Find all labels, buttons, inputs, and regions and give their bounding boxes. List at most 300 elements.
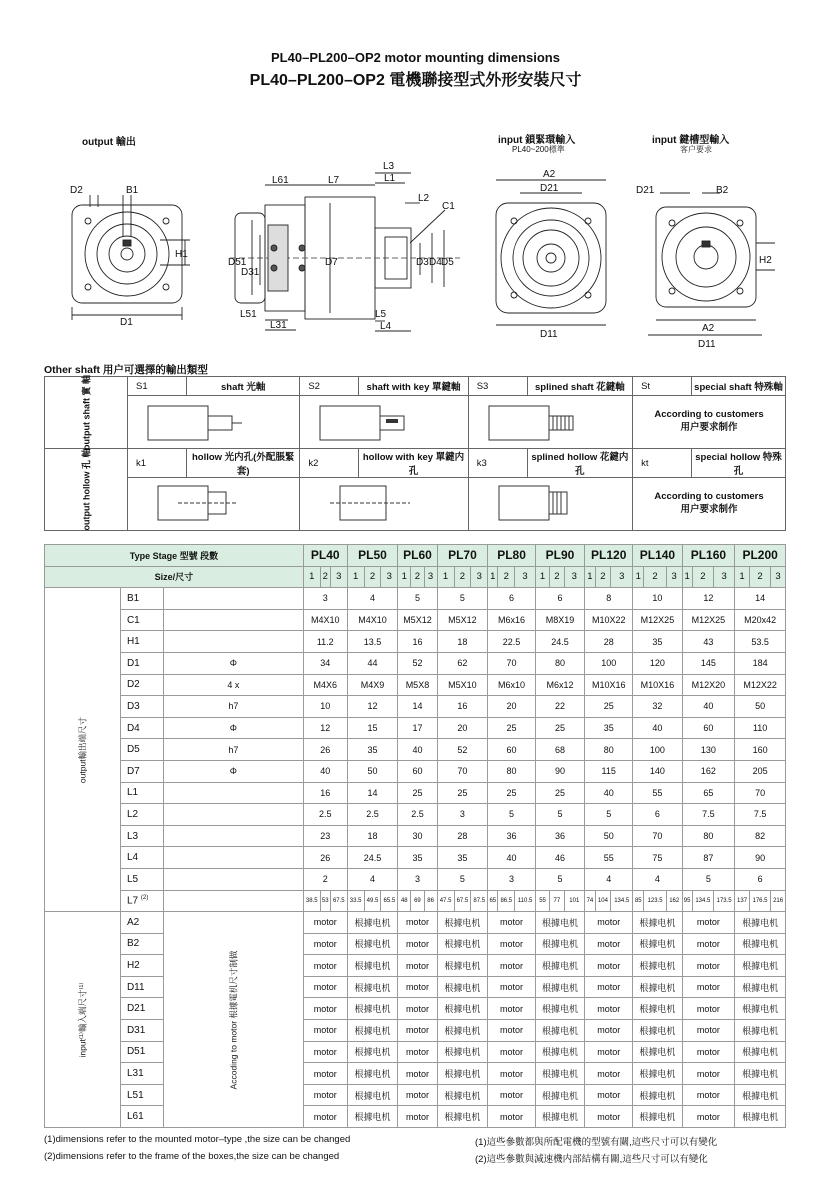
input-value: 根據电机 <box>735 955 786 977</box>
dimension-value: 5 <box>535 868 584 890</box>
input-value: 根據电机 <box>633 1063 682 1085</box>
dimension-value: 3 <box>303 588 347 610</box>
dimension-name: D1 <box>120 652 163 674</box>
input1-front-view <box>496 180 606 325</box>
input-value: 根據电机 <box>347 1041 398 1063</box>
input-value: motor <box>585 998 633 1020</box>
input-value: motor <box>303 933 347 955</box>
stage-header: 1 <box>585 566 596 588</box>
input-value: motor <box>488 1020 536 1042</box>
dimension-value: 17 <box>398 717 437 739</box>
l7-value: 176.5 <box>749 890 770 912</box>
dimension-value: 80 <box>488 760 536 782</box>
dimension-value: 6 <box>488 588 536 610</box>
svg-text:H2: H2 <box>759 255 772 266</box>
input-value: motor <box>398 912 437 934</box>
l7-value: 162 <box>666 890 682 912</box>
dimension-name: B2 <box>120 933 163 955</box>
hollow-code: k2 <box>300 449 359 478</box>
dimension-symbol: h7 <box>163 696 303 718</box>
dimension-value: 46 <box>535 847 584 869</box>
input-value: motor <box>585 1020 633 1042</box>
dimension-name: L3 <box>120 825 163 847</box>
shaft-name: splined shaft 花鍵軸 <box>527 377 632 396</box>
dimension-name: D3 <box>120 696 163 718</box>
svg-text:L5: L5 <box>375 309 387 320</box>
dimension-value: M4X10 <box>347 609 398 631</box>
input2-view-sublabel: 客户要求 <box>680 145 712 154</box>
stage-header: 2 <box>320 566 330 588</box>
dimension-value: 40 <box>488 847 536 869</box>
input-value: 根據电机 <box>535 1020 584 1042</box>
footnote-zh-1: (1)這些參數都與所配電機的型號有關,這些尺寸可以有變化 <box>475 1137 718 1148</box>
dimension-name: L31 <box>120 1063 163 1085</box>
input-note: Accoding to motor 根據電机尺寸制做 <box>163 912 303 1128</box>
stage-header: 2 <box>692 566 713 588</box>
input1-view-sublabel: PL40~200標準 <box>512 145 565 154</box>
dimension-value: 25 <box>488 782 536 804</box>
dimension-value: 90 <box>535 760 584 782</box>
input-value: motor <box>398 1106 437 1128</box>
dimension-value: 12 <box>303 717 347 739</box>
dimension-value: M10X16 <box>633 674 682 696</box>
svg-text:D7: D7 <box>325 257 338 268</box>
input-value: motor <box>488 1106 536 1128</box>
l7-value: 86 <box>424 890 437 912</box>
l7-value: 74 <box>585 890 596 912</box>
input-value: motor <box>585 1106 633 1128</box>
stage-header: 3 <box>611 566 633 588</box>
dimension-value: 28 <box>437 825 488 847</box>
input-value: 根據电机 <box>535 1084 584 1106</box>
input-value: motor <box>398 1084 437 1106</box>
dimension-value: 32 <box>633 696 682 718</box>
dimension-value: 6 <box>735 868 786 890</box>
l7-value: 69 <box>411 890 424 912</box>
output-front-view <box>72 195 190 320</box>
input-value: 根據电机 <box>535 998 584 1020</box>
input-value: motor <box>303 955 347 977</box>
dimension-name: D2 <box>120 674 163 696</box>
dimension-value: 65 <box>682 782 735 804</box>
dimension-value: 35 <box>633 631 682 653</box>
dimension-value: 70 <box>488 652 536 674</box>
input-value: motor <box>682 1084 735 1106</box>
stage-header: 3 <box>330 566 347 588</box>
svg-text:D5: D5 <box>441 257 454 268</box>
dimension-value: 162 <box>682 760 735 782</box>
input-value: 根據电机 <box>437 1084 488 1106</box>
l7-value: 67.5 <box>330 890 347 912</box>
svg-text:B1: B1 <box>126 185 139 196</box>
dimension-value: 22 <box>535 696 584 718</box>
input-value: motor <box>488 912 536 934</box>
input-value: 根據电机 <box>735 1041 786 1063</box>
dimension-value: 8 <box>585 588 633 610</box>
dimension-value: 16 <box>303 782 347 804</box>
hollow-code: k3 <box>468 449 527 478</box>
dimension-value: M5X8 <box>398 674 437 696</box>
dimension-value: M10X16 <box>585 674 633 696</box>
dimension-value: 5 <box>535 804 584 826</box>
dimension-value: M6x16 <box>488 609 536 631</box>
title-chinese: PL40–PL200–OP2 電機聯接型式外形安裝尺寸 <box>249 72 582 89</box>
dimension-name: D4 <box>120 717 163 739</box>
l7-value: 134.5 <box>692 890 713 912</box>
input-value: motor <box>488 1084 536 1106</box>
dimension-value: 40 <box>633 717 682 739</box>
input-value: 根據电机 <box>633 955 682 977</box>
dimension-name: H1 <box>120 631 163 653</box>
dimension-symbol: Φ <box>163 717 303 739</box>
input-value: motor <box>682 955 735 977</box>
keyed-shaft-drawing <box>300 398 420 444</box>
l7-value: 85 <box>633 890 644 912</box>
input-value: motor <box>488 1041 536 1063</box>
input-value: 根據电机 <box>535 955 584 977</box>
input-value: motor <box>398 933 437 955</box>
input-value: motor <box>682 933 735 955</box>
input-value: 根據电机 <box>735 933 786 955</box>
dimension-symbol: 4 x <box>163 674 303 696</box>
dimension-name: L61 <box>120 1106 163 1128</box>
input1-view-label: input 鎖緊環輸入 <box>498 135 576 146</box>
dimension-value: 30 <box>398 825 437 847</box>
model-header: PL50 <box>347 545 398 567</box>
dimension-value: 100 <box>585 652 633 674</box>
input-value: 根據电机 <box>735 998 786 1020</box>
input-value: motor <box>585 1084 633 1106</box>
title-english: PL40–PL200–OP2 motor mounting dimensions <box>271 50 560 65</box>
dimension-value: 18 <box>347 825 398 847</box>
shaft-code: S1 <box>127 377 186 396</box>
dimension-value: 100 <box>633 739 682 761</box>
dimension-value: 3 <box>398 868 437 890</box>
dimension-value: 7.5 <box>735 804 786 826</box>
dimension-value: 28 <box>585 631 633 653</box>
svg-text:C1: C1 <box>442 201 455 212</box>
input-value: motor <box>488 1063 536 1085</box>
output-view-label: output 輸出 <box>82 137 136 148</box>
input-value: 根據电机 <box>633 998 682 1020</box>
stage-header: 3 <box>381 566 398 588</box>
dimension-value: 12 <box>682 588 735 610</box>
model-header: PL120 <box>585 545 633 567</box>
dimension-value: 4 <box>347 588 398 610</box>
dimension-value: 14 <box>347 782 398 804</box>
svg-text:L61: L61 <box>272 175 289 186</box>
dimension-value: 3 <box>488 868 536 890</box>
dimension-value: 82 <box>735 825 786 847</box>
svg-text:D2: D2 <box>70 185 83 196</box>
dimension-value: 35 <box>398 847 437 869</box>
input-value: 根據电机 <box>347 933 398 955</box>
dimension-value: 70 <box>735 782 786 804</box>
dimension-value: 24.5 <box>535 631 584 653</box>
input-value: 根據电机 <box>437 933 488 955</box>
dimension-table <box>44 544 786 1128</box>
input-value: 根據电机 <box>347 998 398 1020</box>
input-value: motor <box>585 1041 633 1063</box>
stage-header: 3 <box>771 566 786 588</box>
input-value: motor <box>303 1106 347 1128</box>
stage-header: 2 <box>644 566 667 588</box>
hollow-name: special hollow 特殊孔 <box>692 449 786 478</box>
dimension-value: 16 <box>398 631 437 653</box>
shaft-code: S3 <box>468 377 527 396</box>
input-value: 根據电机 <box>535 976 584 998</box>
dimension-symbol: Φ <box>163 652 303 674</box>
dimension-value: 80 <box>585 739 633 761</box>
dimension-name: L7 $^{(2)}$ <box>120 890 163 912</box>
l7-value: 48 <box>398 890 411 912</box>
dimension-value: 4 <box>633 868 682 890</box>
stage-header: 1 <box>735 566 750 588</box>
svg-text:D21: D21 <box>636 185 655 196</box>
dimension-symbol <box>163 847 303 869</box>
dimension-name: D7 <box>120 760 163 782</box>
svg-text:L31: L31 <box>270 320 287 331</box>
input-value: 根據电机 <box>437 1106 488 1128</box>
input-value: 根據电机 <box>437 1041 488 1063</box>
dimension-name: D31 <box>120 1020 163 1042</box>
svg-text:D31: D31 <box>241 267 260 278</box>
dimension-value: 35 <box>437 847 488 869</box>
shaft-code: S2 <box>300 377 359 396</box>
dimension-value: M10X22 <box>585 609 633 631</box>
dimension-value: M5X12 <box>398 609 437 631</box>
footnote-marker: (2) <box>140 895 149 902</box>
input-value: 根據电机 <box>347 1084 398 1106</box>
dimension-value: 50 <box>585 825 633 847</box>
l7-value: 104 <box>595 890 610 912</box>
dimension-value: 43 <box>682 631 735 653</box>
input-value: 根據电机 <box>437 1063 488 1085</box>
dimension-value: 90 <box>735 847 786 869</box>
input-value: motor <box>488 998 536 1020</box>
dimension-value: 140 <box>633 760 682 782</box>
dimension-value: 68 <box>535 739 584 761</box>
dimension-value: 205 <box>735 760 786 782</box>
dimension-symbol: Φ <box>163 760 303 782</box>
svg-text:L2: L2 <box>418 193 430 204</box>
l7-value: 67.5 <box>454 890 471 912</box>
svg-text:H1: H1 <box>175 249 188 260</box>
input-value: motor <box>398 998 437 1020</box>
stage-header: 2 <box>498 566 515 588</box>
shaft-name: shaft with key 單鍵軸 <box>359 377 468 396</box>
dimension-symbol <box>163 804 303 826</box>
dimension-value: M5X12 <box>437 609 488 631</box>
input-value: 根據电机 <box>347 1020 398 1042</box>
stage-header: 2 <box>454 566 471 588</box>
model-header: PL90 <box>535 545 584 567</box>
dimension-value: 60 <box>398 760 437 782</box>
dimension-value: 36 <box>535 825 584 847</box>
svg-text:L7: L7 <box>328 175 340 186</box>
input-value: motor <box>303 1020 347 1042</box>
input-value: 根據电机 <box>347 976 398 998</box>
stage-header: 1 <box>437 566 454 588</box>
input-value: 根據电机 <box>735 1020 786 1042</box>
svg-text:D11: D11 <box>540 329 558 340</box>
dimension-value: 120 <box>633 652 682 674</box>
l7-value: 33.5 <box>347 890 364 912</box>
dimension-value: 25 <box>535 717 584 739</box>
hollow-code: k1 <box>127 449 186 478</box>
dimension-symbol <box>163 631 303 653</box>
hollow-illustration <box>468 478 632 531</box>
splined-hollow-drawing <box>469 480 589 526</box>
dimension-value: 20 <box>437 717 488 739</box>
input-value: 根據电机 <box>347 1063 398 1085</box>
dimension-symbol <box>163 782 303 804</box>
dimension-value: 25 <box>488 717 536 739</box>
dimension-value: 2.5 <box>347 804 398 826</box>
drawings-svg <box>40 125 800 360</box>
stage-header: 1 <box>398 566 411 588</box>
dimension-value: 3 <box>437 804 488 826</box>
input-value: 根據电机 <box>347 1106 398 1128</box>
input-value: motor <box>398 1063 437 1085</box>
stage-header: 1 <box>347 566 364 588</box>
dimension-value: 26 <box>303 847 347 869</box>
input-value: 根據电机 <box>633 912 682 934</box>
shaft-name: shaft 光軸 <box>186 377 299 396</box>
input-value: motor <box>303 912 347 934</box>
dimension-value: 55 <box>585 847 633 869</box>
dimension-value: 62 <box>437 652 488 674</box>
input-value: 根據电机 <box>633 1041 682 1063</box>
dimension-value: 13.5 <box>347 631 398 653</box>
svg-text:D51: D51 <box>228 257 247 268</box>
dimension-value: 160 <box>735 739 786 761</box>
input-value: motor <box>398 955 437 977</box>
dimension-value: 60 <box>488 739 536 761</box>
l7-value: 77 <box>550 890 564 912</box>
dimension-value: 5 <box>437 588 488 610</box>
input-value: 根據电机 <box>347 955 398 977</box>
footnote-en-1: (1)dimensions refer to the mounted motor–type ,the size can be changed <box>44 1134 351 1145</box>
dimension-name: D51 <box>120 1041 163 1063</box>
corner-type-stage: Type Stage 型號 段數 <box>129 550 219 561</box>
input-value: motor <box>303 1084 347 1106</box>
model-header: PL200 <box>735 545 786 567</box>
stage-header: 3 <box>515 566 536 588</box>
input-value: motor <box>398 976 437 998</box>
dimension-value: 6 <box>633 804 682 826</box>
input-value: 根據电机 <box>437 998 488 1020</box>
input-value: 根據电机 <box>735 1063 786 1085</box>
dimension-value: 115 <box>585 760 633 782</box>
svg-text:D1: D1 <box>120 317 133 328</box>
dimension-value: 15 <box>347 717 398 739</box>
stage-header: 2 <box>550 566 564 588</box>
dimension-value: 10 <box>633 588 682 610</box>
input-value: 根據电机 <box>633 933 682 955</box>
dimension-value: 50 <box>347 760 398 782</box>
dimension-value: 22.5 <box>488 631 536 653</box>
model-header: PL40 <box>303 545 347 567</box>
technical-drawings <box>40 125 800 360</box>
input-value: 根據电机 <box>347 912 398 934</box>
dimension-value: 16 <box>437 696 488 718</box>
dimension-value: 5 <box>398 588 437 610</box>
svg-text:L51: L51 <box>240 309 257 320</box>
l7-value: 123.5 <box>644 890 667 912</box>
input-value: 根據电机 <box>735 912 786 934</box>
dimension-value: 6 <box>535 588 584 610</box>
hollow-code: kt <box>633 449 692 478</box>
model-header: PL160 <box>682 545 735 567</box>
dimension-symbol <box>163 609 303 631</box>
dimension-value: 5 <box>488 804 536 826</box>
input-value: motor <box>488 976 536 998</box>
shaft-illustration <box>127 396 299 449</box>
dimension-value: 7.5 <box>682 804 735 826</box>
l7-value: 110.5 <box>515 890 536 912</box>
other-shaft-table <box>44 376 786 531</box>
svg-text:A2: A2 <box>702 323 715 334</box>
stage-header: 2 <box>749 566 770 588</box>
input-value: motor <box>398 1020 437 1042</box>
splined-shaft-drawing <box>469 398 589 444</box>
hollow-name: hollow 光内孔(外配脹緊套) <box>186 449 299 478</box>
model-header: PL80 <box>488 545 536 567</box>
dimension-value: M8X19 <box>535 609 584 631</box>
dimension-value: M6x10 <box>488 674 536 696</box>
dimension-value: 34 <box>303 652 347 674</box>
input-value: motor <box>585 1063 633 1085</box>
shaft-illustration <box>300 396 468 449</box>
l7-value: 53 <box>320 890 330 912</box>
dimension-value: 53.5 <box>735 631 786 653</box>
dimension-value: 52 <box>398 652 437 674</box>
input-value: motor <box>488 933 536 955</box>
l7-value: 134.5 <box>611 890 633 912</box>
dimension-value: 70 <box>633 825 682 847</box>
dimension-value: M12X25 <box>682 609 735 631</box>
dimension-value: 2.5 <box>303 804 347 826</box>
hollow-name: splined hollow 花鍵内孔 <box>527 449 632 478</box>
input-value: motor <box>682 1020 735 1042</box>
input-value: 根據电机 <box>535 1063 584 1085</box>
dimension-name: D11 <box>120 976 163 998</box>
dimension-name: D5 <box>120 739 163 761</box>
hollow-name: hollow with key 單鍵内孔 <box>359 449 468 478</box>
dimension-value: 35 <box>585 717 633 739</box>
input-value: 根據电机 <box>535 1041 584 1063</box>
dimension-value: 75 <box>633 847 682 869</box>
input-value: 根據电机 <box>735 976 786 998</box>
dimension-value: 25 <box>535 782 584 804</box>
dimension-value: 36 <box>488 825 536 847</box>
model-header: PL70 <box>437 545 488 567</box>
input-value: 根據电机 <box>633 1084 682 1106</box>
input2-front-view <box>648 193 775 335</box>
input-value: 根據电机 <box>735 1106 786 1128</box>
dimension-value: 25 <box>398 782 437 804</box>
svg-text:D3: D3 <box>416 257 429 268</box>
input-value: motor <box>303 976 347 998</box>
input-value: motor <box>585 976 633 998</box>
stage-header: 2 <box>411 566 424 588</box>
dimension-value: 5 <box>585 804 633 826</box>
dimension-value: 4 <box>585 868 633 890</box>
dimension-name: C1 <box>120 609 163 631</box>
dimension-value: 5 <box>682 868 735 890</box>
dimension-name: L1 <box>120 782 163 804</box>
